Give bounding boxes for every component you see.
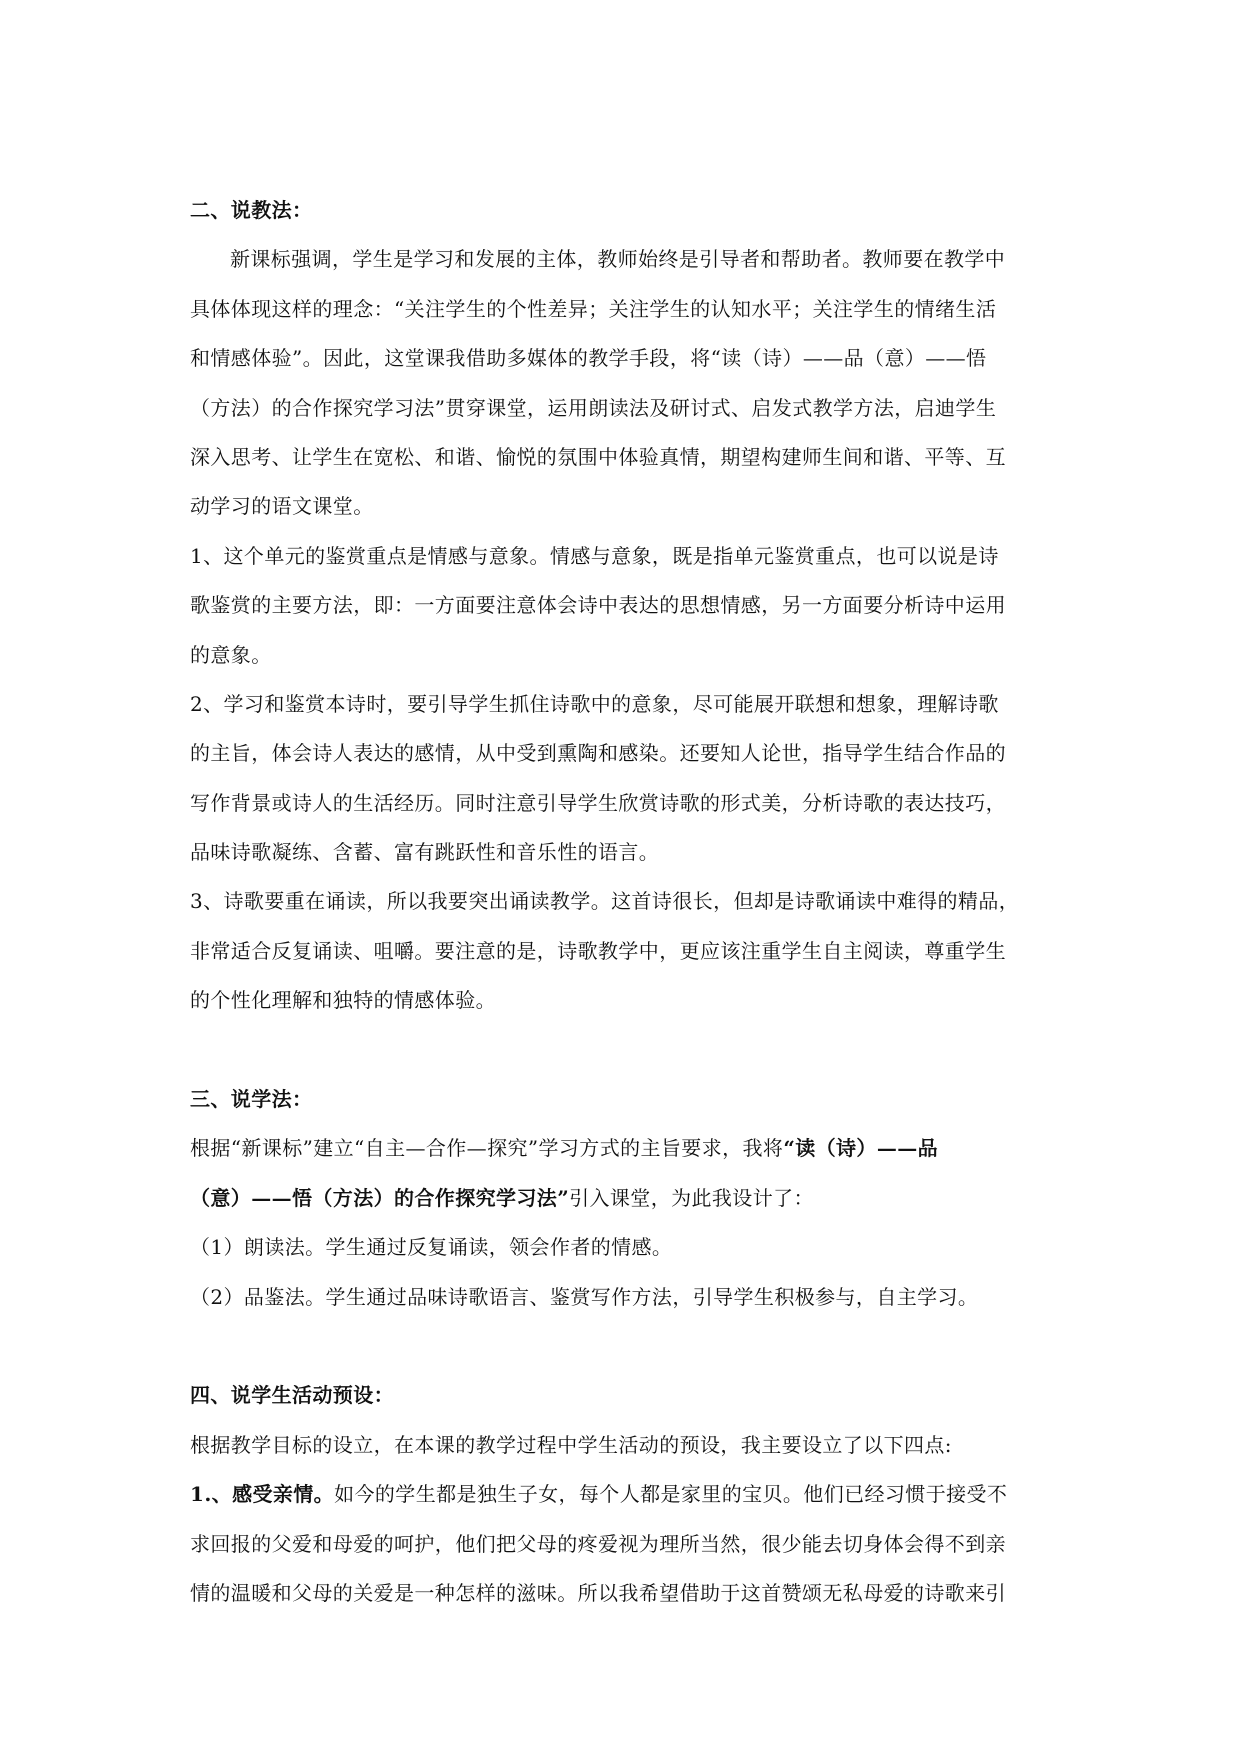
bold-text-span: （意）——悟（方法）的合作探究学习法”: [190, 1185, 570, 1210]
activity-item-1-line: [190, 1482, 1060, 1506]
paragraph-line: [190, 1136, 1060, 1160]
list-item-2-line: 的主旨，体会诗人表达的感情，从中受到熏陶和感染。还要知人论世，指导学生结合作品的: [190, 741, 1006, 766]
text-span: 引入课堂，为此我设计了：: [569, 1185, 814, 1210]
heading-student-activities: 四、说学生活动预设：: [190, 1383, 394, 1408]
paragraph-line: 和情感体验”。因此，这堂课我借助多媒体的教学手段，将“读（诗）——品（意）——悟: [190, 346, 987, 371]
paragraph-line: （方法）的合作探究学习法”贯穿课堂，运用朗读法及研讨式、启发式教学方法，启迪学生: [190, 395, 997, 420]
activity-item-1-line: 求回报的父爱和母爱的呵护，他们把父母的疼爱视为理所当然，很少能去切身体会得不到亲: [190, 1531, 1006, 1556]
paragraph-line: 深入思考、让学生在宽松、和谐、愉悦的氛围中体验真情，期望构建师生间和谐、平等、互: [190, 444, 1006, 469]
list-item-1-line: 歌鉴赏的主要方法，即：一方面要注意体会诗中表达的思想情感，另一方面要分析诗中运用: [190, 593, 1006, 618]
document-page: [190, 198, 1060, 1605]
blank-line: [190, 1334, 1060, 1358]
paragraph-line: 根据教学目标的设立，在本课的教学过程中学生活动的预设，我主要设立了以下四点:: [190, 1432, 952, 1457]
list-item-2-line: 2、学习和鉴赏本诗时，要引导学生抓住诗歌中的意象，尽可能展开联想和想象，理解诗歌: [190, 691, 999, 716]
heading-teaching-method: 二、说教法：: [190, 198, 313, 222]
list-item-1-line: 的意象。: [190, 642, 272, 667]
paragraph-line: 新课标强调，学生是学习和发展的主体，教师始终是引导者和帮助者。教师要在教学中: [230, 247, 1006, 272]
text-span: 如今的学生都是独生子女，每个人都是家里的宝贝。他们已经习惯于接受不: [334, 1482, 1008, 1507]
bold-text-span: “读（诗）——品: [783, 1136, 939, 1161]
list-item-3-line: 非常适合反复诵读、咀嚼。要注意的是，诗歌教学中，更应该注重学生自主阅读，尊重学生: [190, 938, 1006, 963]
bold-text-span: 1.、感受亲情。: [190, 1482, 335, 1507]
list-item-2-line: 写作背景或诗人的生活经历。同时注意引导学生欣赏诗歌的形式美，分析诗歌的表达技巧，: [190, 790, 1006, 815]
paragraph-line: 动学习的语文课堂。: [190, 494, 374, 519]
method-item-1: （1）朗读法。学生通过反复诵读，领会作者的情感。: [190, 1235, 673, 1260]
list-item-1-line: 1、这个单元的鉴赏重点是情感与意象。情感与意象，既是指单元鉴赏重点，也可以说是诗: [190, 543, 999, 568]
method-item-2: （2）品鉴法。学生通过品味诗歌语言、鉴赏写作方法，引导学生积极参与，自主学习。: [190, 1284, 979, 1309]
activity-item-1-line: 情的温暖和父母的关爱是一种怎样的滋味。所以我希望借助于这首赞颂无私母爱的诗歌来引: [190, 1580, 1006, 1605]
list-item-2-line: 品味诗歌凝练、含蓄、富有跳跃性和音乐性的语言。: [190, 840, 660, 865]
paragraph-line: 具体体现这样的理念：“关注学生的个性差异；关注学生的认知水平；关注学生的情绪生活: [190, 296, 997, 321]
list-item-3-line: 3、诗歌要重在诵读，所以我要突出诵读教学。这首诗很长，但却是诗歌诵读中难得的精品，: [190, 889, 1020, 914]
list-item-3-line: 的个性化理解和独特的情感体验。: [190, 988, 496, 1013]
text-span: 根据“新课标”建立“自主—合作—探究”学习方式的主旨要求，我将: [190, 1136, 784, 1161]
heading-learning-method: 三、说学法：: [190, 1087, 313, 1112]
blank-line: [190, 1038, 1060, 1062]
paragraph-line: [190, 1186, 1060, 1210]
